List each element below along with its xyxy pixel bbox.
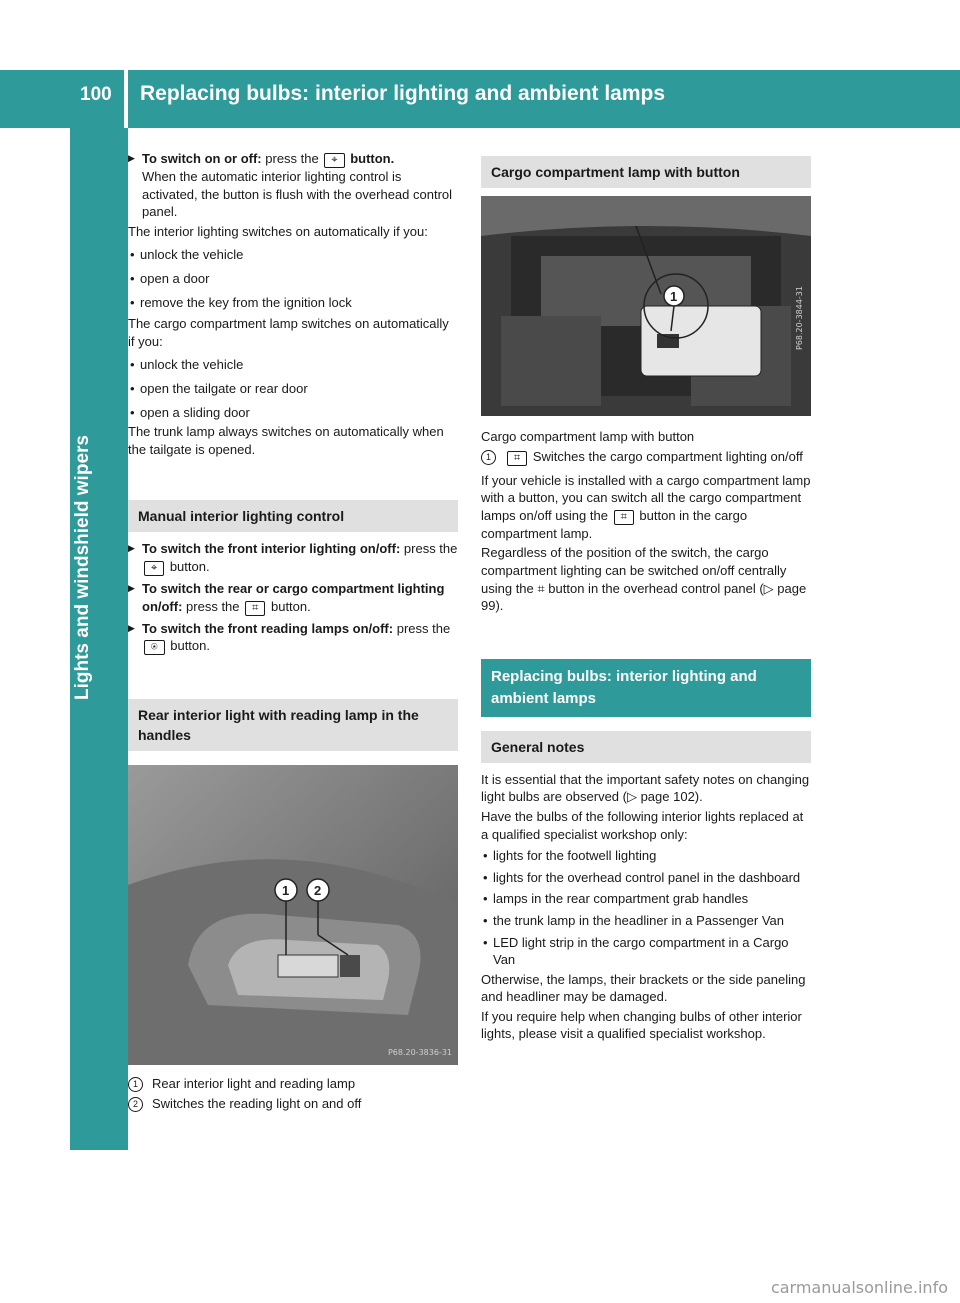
list-item: • unlock the vehicle — [128, 246, 458, 264]
footer-site: carmanualsonline.info — [770, 1278, 948, 1297]
cargo-lamp-heading: Cargo compartment lamp with button — [481, 156, 811, 188]
rear-lighting-key: ⌗ — [245, 601, 265, 616]
page-number: 100 — [80, 84, 112, 105]
step-continuation: When the automatic interior lighting control is activated, the button is flush with the overhead control panel. — [142, 169, 453, 220]
cargo-lamp-illustration — [481, 196, 811, 416]
list-item: • open a door — [128, 270, 458, 288]
svg-text:2: 2 — [314, 883, 322, 899]
auto-intro: The interior lighting switches on automatically if you: — [128, 223, 428, 239]
callout-number: 1 — [481, 450, 496, 465]
cargo-paragraph-2: Regardless of the position of the switch, the cargo compartment lighting can be switched on/off centrally using the ⌗ button in the overhead control panel (▷ page 99). — [481, 545, 807, 614]
list-item: • LED light strip in the cargo compartment in a Cargo Van — [481, 934, 811, 969]
header-divider — [124, 70, 128, 128]
front-lighting-key: ⌖ — [144, 561, 164, 576]
callout-number: 1 — [128, 1077, 143, 1092]
replace-bulbs-heading: Replacing bulbs: interior lighting and ambient lamps — [481, 659, 811, 717]
manual-lighting-heading: Manual interior lighting control — [128, 500, 458, 532]
cargo-lamp-key: ⌗ — [507, 451, 527, 466]
step-rear-cargo-lighting: ▶ To switch the rear or cargo compartment lighting on/off: press the ⌗ button. — [128, 580, 458, 616]
general-notes-heading: General notes — [481, 731, 811, 763]
step-front-lighting: ▶ To switch the front interior lighting on/off: press the ⌖ button. — [128, 540, 458, 576]
right-column — [481, 150, 811, 1043]
interior-light-key: ⌖ — [324, 153, 344, 168]
reading-lamp-key: ⍟ — [144, 640, 165, 655]
cargo-intro: The cargo compartment lamp switches on automatically if you: — [128, 316, 449, 349]
help-note: If you require help when changing bulbs of other interior lights, please visit a qualified specialist workshop. — [481, 1008, 802, 1042]
cargo-lamp-photo — [481, 196, 811, 416]
rear-light-photo — [128, 765, 458, 1065]
step-reading-lamps: ▶ To switch the front reading lamps on/off: press the ⍟ button. — [128, 620, 458, 656]
workshop-note: Have the bulbs of the following interior lights replaced at a qualified specialist workshop only: — [481, 808, 804, 842]
legend-item: 1 ⌗ Switches the cargo compartment lighting on/off — [481, 448, 811, 466]
photo-code: P68.20-3836-31 — [387, 1047, 452, 1057]
rear-light-illustration — [128, 765, 458, 1065]
list-item: • open a sliding door — [128, 404, 458, 422]
legend-item: 2 Switches the reading light on and off — [128, 1095, 458, 1113]
page-title: Replacing bulbs: interior lighting and ambient lamps — [140, 82, 666, 105]
trunk-note: The trunk lamp always switches on automatically when the tailgate is opened. — [128, 424, 444, 457]
left-column — [128, 150, 458, 1112]
list-item: • the trunk lamp in the headliner in a Passenger Van — [481, 912, 811, 930]
cargo-lamp-key: ⌗ — [614, 510, 634, 525]
legend-item: 1 Rear interior light and reading lamp — [128, 1075, 458, 1093]
damage-note: Otherwise, the lamps, their brackets or the side paneling and headliner may be damaged. — [481, 971, 806, 1005]
svg-text:1: 1 — [670, 289, 678, 304]
callout-number: 2 — [128, 1097, 143, 1112]
list-item: • lights for the footwell lighting — [481, 847, 811, 865]
list-item: • unlock the vehicle — [128, 356, 458, 374]
cargo-paragraph-1: If your vehicle is installed with a cargo compartment lamp with a button, you can switch all the cargo compartment lamps on/off using the ⌗ button in the cargo compartment lamp. — [481, 472, 811, 541]
step-switch-on-off: ▶ To switch on or off: press the ⌖ button. — [128, 150, 458, 168]
list-item: • remove the key from the ignition lock — [128, 294, 458, 312]
list-item: • lights for the overhead control panel in the dashboard — [481, 869, 811, 887]
list-item: • open the tailgate or rear door — [128, 380, 458, 398]
photo-code: P68.20-3844-31 — [795, 286, 805, 351]
rear-light-heading: Rear interior light with reading lamp in the handles — [128, 699, 458, 751]
safety-note: It is essential that the important safety notes on changing light bulbs are observed (▷ page 102). — [481, 771, 810, 805]
svg-text:1: 1 — [282, 883, 290, 899]
list-item: • lamps in the rear compartment grab handles — [481, 890, 811, 908]
photo-caption: Cargo compartment lamp with button — [481, 429, 695, 444]
